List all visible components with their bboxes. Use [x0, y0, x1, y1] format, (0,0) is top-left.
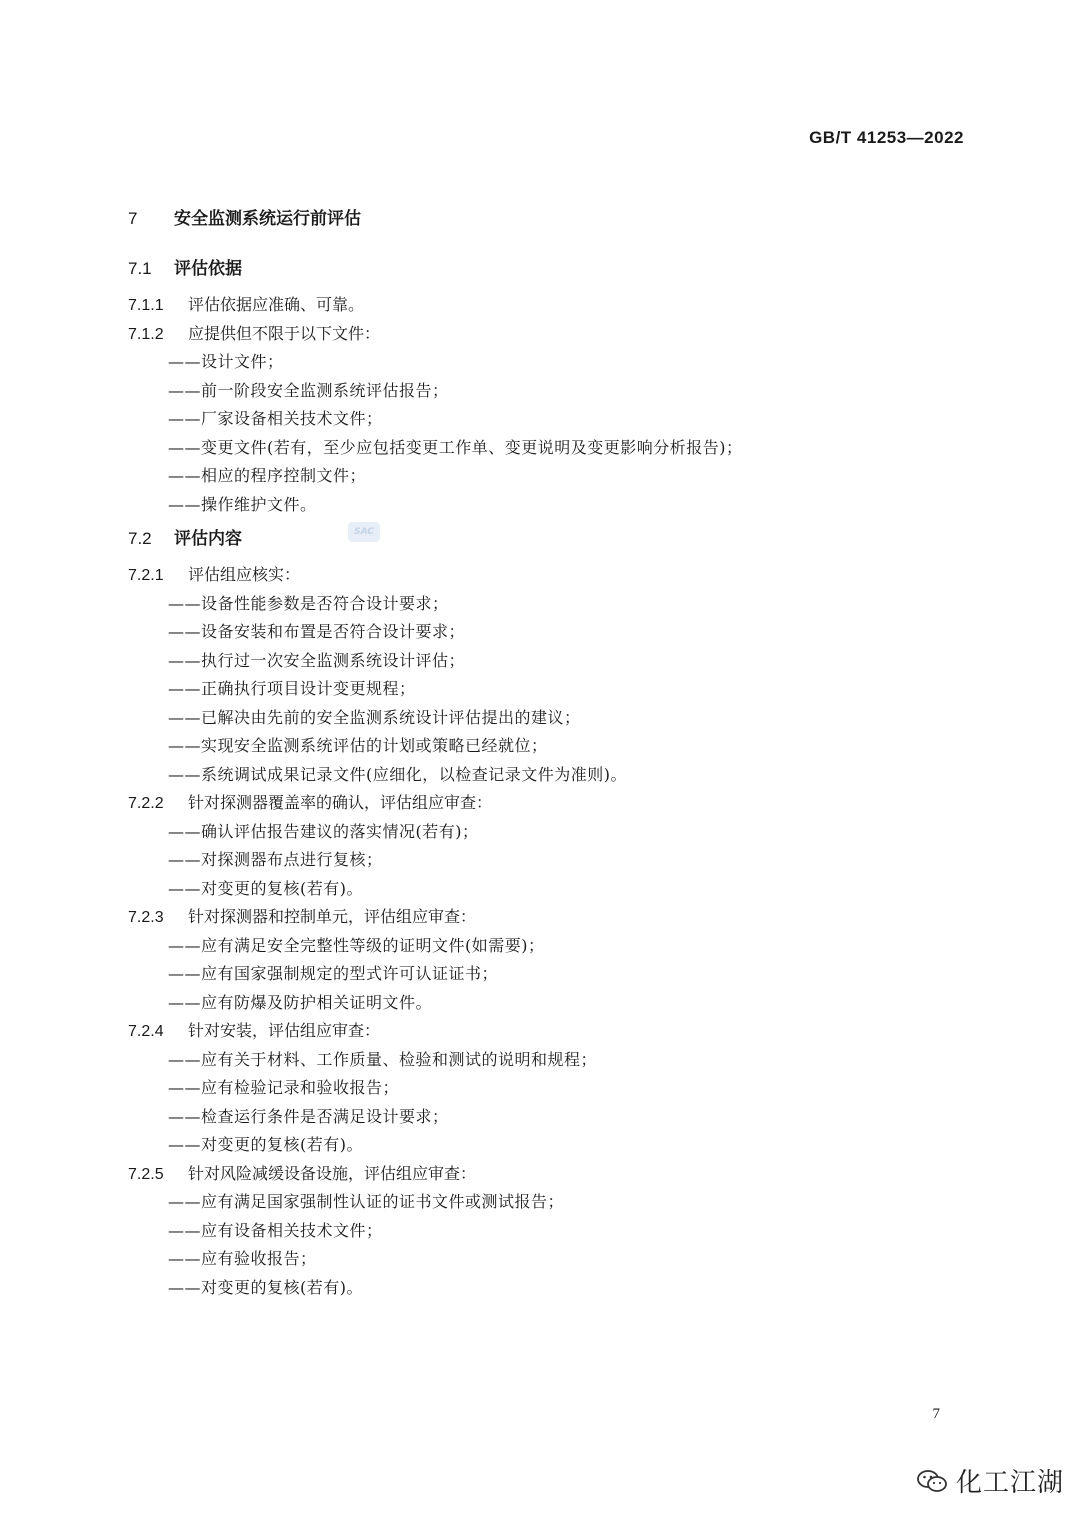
- list-item: ——应有验收报告；: [168, 1249, 317, 1268]
- section-number: 7: [128, 209, 138, 228]
- list-item: ——相应的程序控制文件；: [168, 466, 367, 485]
- subsection-heading-7-1: [128, 255, 968, 283]
- list-item: ——应有设备相关技术文件；: [168, 1220, 383, 1240]
- list-item: ——应有关于材料、工作质量、检验和测试的说明和规程；: [168, 1049, 598, 1069]
- list-item: ——执行过一次安全监测系统设计评估；: [168, 650, 466, 670]
- list-item: ——应有满足国家强制性认证的证书文件或测试报告；: [168, 1192, 565, 1211]
- document-body: [128, 205, 968, 1302]
- standard-id: GB/T 41253—2022: [809, 128, 964, 147]
- clause-number: 7.1.2: [128, 325, 164, 343]
- list-item: ——设计文件；: [168, 352, 284, 371]
- list-item: ——变更文件(若有，至少应包括变更工作单、变更说明及变更影响分析报告)；: [168, 437, 743, 457]
- section-title: 安全监测系统运行前评估: [174, 209, 361, 229]
- subsection-title: 评估依据: [174, 259, 242, 279]
- clause-number: 7.2.1: [128, 567, 164, 584]
- subsection-number: 7.2: [128, 529, 152, 548]
- list-item: ——对变更的复核(若有)。: [168, 1135, 363, 1154]
- list-item: ——对变更的复核(若有)。: [168, 1277, 363, 1297]
- clause-number: 7.1.1: [128, 297, 164, 314]
- clause-7-2-1: [128, 561, 968, 590]
- clause-text: 针对探测器覆盖率的确认，评估组应审查：: [188, 793, 493, 812]
- list-item: ——对变更的复核(若有)。: [168, 878, 363, 898]
- list-item: ——应有防爆及防护相关证明文件。: [168, 992, 433, 1012]
- clause-number: 7.2.4: [128, 1023, 164, 1040]
- wechat-icon: [916, 1469, 948, 1493]
- clause-7-2-4: [128, 1017, 968, 1046]
- clause-text: 应提供但不限于以下文件：: [188, 323, 381, 343]
- wechat-watermark: [916, 1462, 1064, 1499]
- clause-7-2-2: [128, 789, 968, 818]
- list-item: ——应有国家强制规定的型式许可认证证书；: [168, 964, 499, 983]
- clause-7-2-5: [128, 1160, 968, 1189]
- clause-text: 针对安装，评估组应审查：: [188, 1021, 381, 1040]
- page-number: 7: [932, 1406, 940, 1422]
- section-heading-7: [128, 205, 968, 233]
- list-item: ——正确执行项目设计变更规程；: [168, 679, 416, 698]
- list-item: ——操作维护文件。: [168, 494, 317, 514]
- list-item: ——对探测器布点进行复核；: [168, 850, 383, 869]
- list-item: ——实现安全监测系统评估的计划或策略已经就位；: [168, 736, 548, 755]
- list-item: ——前一阶段安全监测系统评估报告；: [168, 380, 449, 400]
- subsection-number: 7.1: [128, 259, 152, 278]
- clause-number: 7.2.5: [128, 1165, 164, 1183]
- list-item: ——已解决由先前的安全监测系统设计评估提出的建议；: [168, 707, 581, 727]
- clause-text: 评估组应核实：: [188, 565, 301, 584]
- list-item: ——设备安装和布置是否符合设计要求；: [168, 622, 466, 641]
- list-item: ——系统调试成果记录文件(应细化，以检查记录文件为准则)。: [168, 764, 627, 784]
- sac-watermark-logo: SAC: [348, 522, 380, 542]
- clause-text: 针对风险减缓设备设施，评估组应审查：: [188, 1163, 477, 1183]
- clause-7-1-1: [128, 291, 968, 320]
- list-item: ——设备性能参数是否符合设计要求；: [168, 593, 449, 613]
- clause-text: 针对探测器和控制单元，评估组应审查：: [188, 907, 477, 926]
- list-item: ——确认评估报告建议的落实情况(若有)；: [168, 821, 479, 841]
- list-item: ——应有满足安全完整性等级的证明文件(如需要)；: [168, 935, 545, 955]
- list-item: ——厂家设备相关技术文件；: [168, 409, 383, 428]
- subsection-title: 评估内容: [174, 529, 242, 549]
- watermark-text: 化工江湖: [956, 1468, 1065, 1498]
- clause-text: 评估依据应准确、可靠。: [188, 295, 365, 314]
- list-item: ——检查运行条件是否满足设计要求；: [168, 1106, 449, 1126]
- clause-number: 7.2.2: [128, 795, 164, 812]
- clause-7-1-2: [128, 320, 968, 349]
- clause-number: 7.2.3: [128, 909, 164, 926]
- clause-7-2-3: [128, 903, 968, 932]
- list-item: ——应有检验记录和验收报告；: [168, 1078, 400, 1097]
- subsection-heading-7-2: [128, 525, 968, 553]
